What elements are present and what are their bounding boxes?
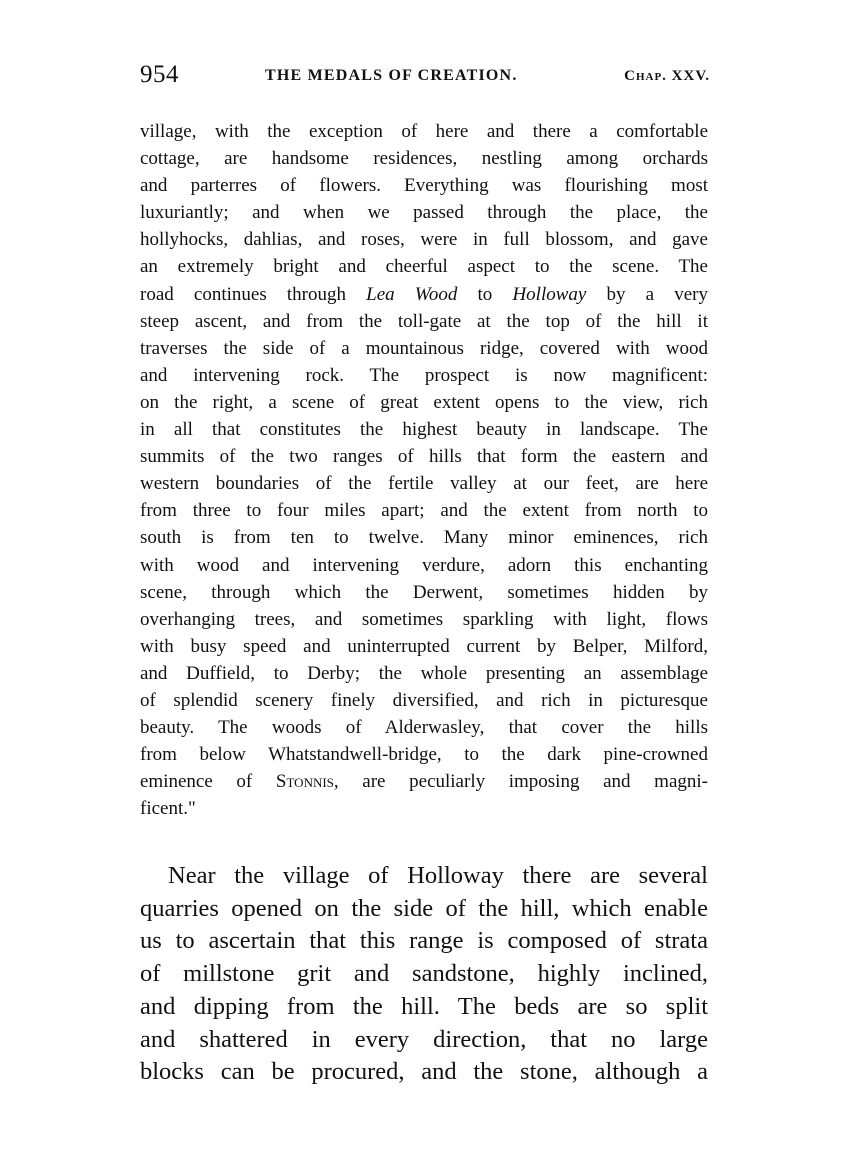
- quote-line: [140, 768, 708, 795]
- place-name-lea-wood: Lea Wood: [366, 283, 458, 305]
- quote-line: an extremely bright and cheerful aspect to the scene. The: [140, 256, 708, 278]
- quote-text: eminence of: [140, 771, 276, 793]
- body-line: and shattered in every direction, that no large: [140, 1025, 708, 1053]
- place-name-stonnis: Stonnis: [275, 771, 334, 793]
- quote-line: and parterres of flowers. Everything was flourishing most: [140, 175, 708, 197]
- quote-text: road continues through: [140, 283, 367, 305]
- quote-line: luxuriantly; and when we passed through the place, the: [140, 202, 708, 224]
- chapter-label: Chap. XXV.: [624, 68, 710, 84]
- quote-line: [140, 281, 708, 308]
- quote-text: , are peculiarly imposing and magni-: [333, 771, 708, 793]
- quote-line: on the right, a scene of great extent opens to the view, rich: [140, 391, 708, 413]
- quote-line: in all that constitutes the highest beauty in landscape. The: [140, 419, 708, 441]
- quote-line: traverses the side of a mountainous ridge, covered with wood: [140, 337, 708, 359]
- quote-line: from below Whatstandwell-bridge, to the dark pine-crowned: [140, 744, 708, 766]
- quote-line: with wood and intervening verdure, adorn this enchanting: [140, 554, 708, 576]
- place-name-holloway: Holloway: [512, 283, 587, 305]
- quote-line: ficent.": [140, 798, 196, 820]
- quote-line: with busy speed and uninterrupted current by Belper, Milford,: [140, 635, 708, 657]
- body-line: of millstone grit and sandstone, highly inclined,: [140, 960, 708, 988]
- quote-line: and intervening rock. The prospect is now magnificent:: [140, 364, 708, 386]
- quote-line: overhanging trees, and sometimes sparkling with light, flows: [140, 608, 708, 630]
- quote-line: and Duffield, to Derby; the whole presenting an assemblage: [140, 662, 708, 684]
- quote-line: village, with the exception of here and there a comfortable: [140, 121, 708, 142]
- body-line: Near the village of Holloway there are several: [168, 862, 708, 889]
- quote-line: beauty. The woods of Alderwasley, that cover the hills: [140, 717, 708, 739]
- quote-line: summits of the two ranges of hills that form the eastern and: [140, 446, 708, 468]
- page-number: 954: [140, 61, 179, 88]
- quote-line: steep ascent, and from the toll-gate at the top of the hill it: [140, 310, 708, 332]
- body-line: blocks can be procured, and the stone, although a: [140, 1058, 708, 1086]
- body-paragraph: [140, 860, 708, 1089]
- quote-line: hollyhocks, dahlias, and roses, were in full blossom, and gave: [140, 229, 708, 251]
- quote-line: cottage, are handsome residences, nestling among orchards: [140, 148, 708, 170]
- quote-line: south is from ten to twelve. Many minor eminences, rich: [140, 527, 708, 549]
- body-line: us to ascertain that this range is composed of strata: [140, 927, 708, 955]
- body-line: quarries opened on the side of the hill, which enable: [140, 894, 708, 922]
- quote-text: by a very: [586, 283, 708, 305]
- quote-line: from three to four miles apart; and the extent from north to: [140, 500, 708, 522]
- body-line: and dipping from the hill. The beds are so split: [140, 992, 708, 1020]
- quote-line: western boundaries of the fertile valley at our feet, are here: [140, 473, 708, 495]
- page-header: [140, 58, 710, 92]
- running-title: THE MEDALS OF CREATION.: [265, 67, 518, 84]
- quoted-passage: [140, 118, 708, 822]
- quote-line: of splendid scenery finely diversified, and rich in picturesque: [140, 689, 708, 711]
- quote-text: to: [457, 283, 513, 305]
- quote-line: scene, through which the Derwent, sometimes hidden by: [140, 581, 708, 603]
